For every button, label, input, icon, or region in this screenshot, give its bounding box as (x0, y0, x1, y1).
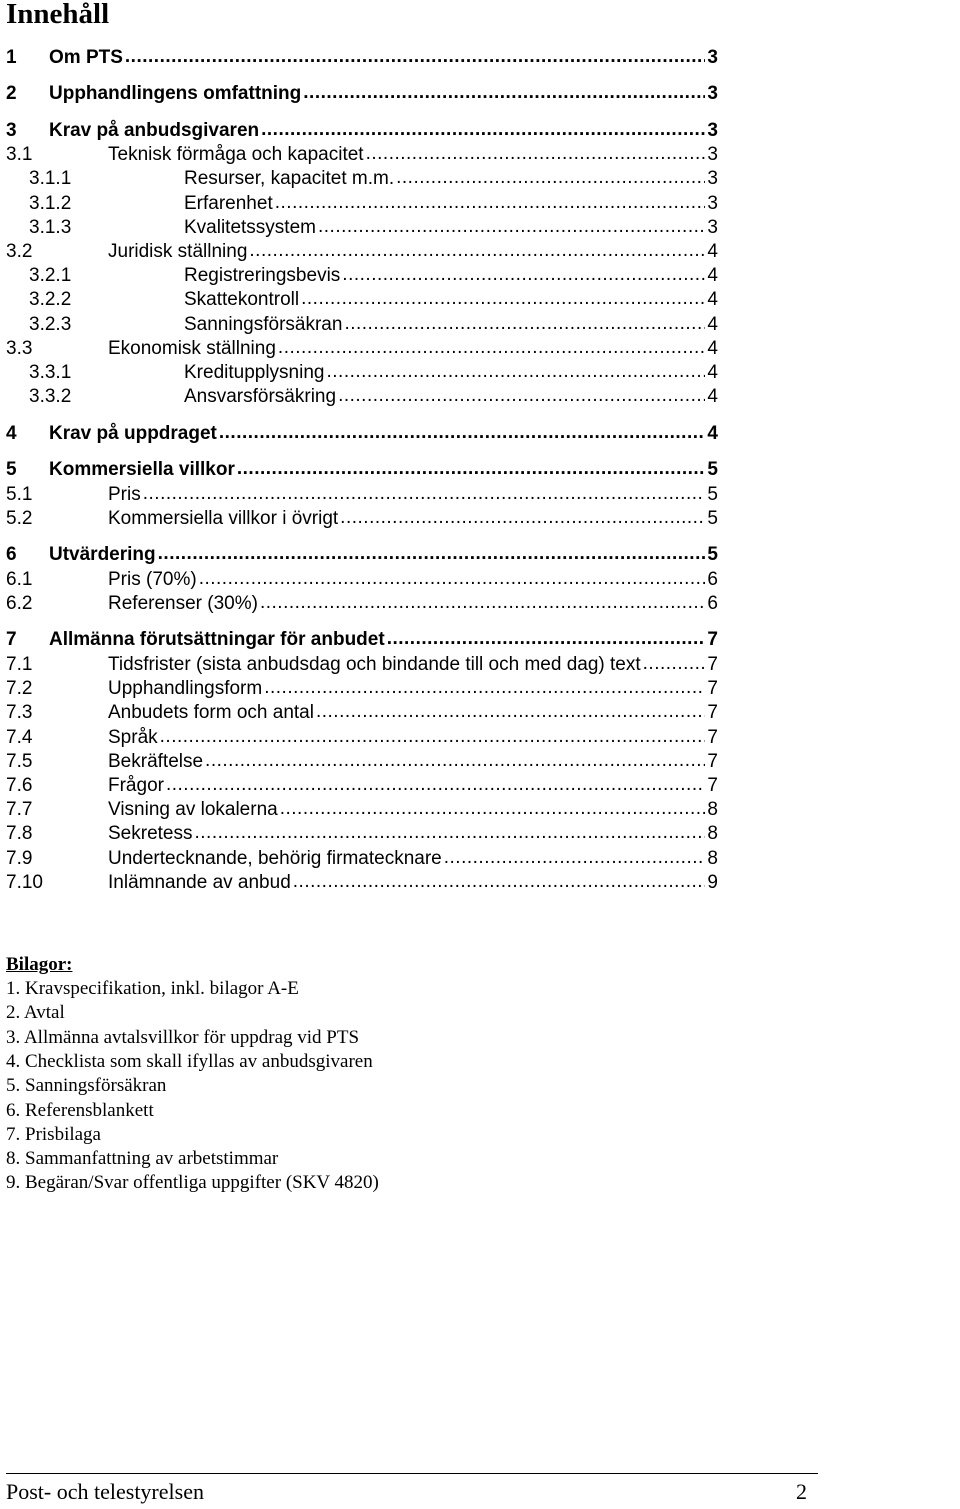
toc-entry-line (108, 240, 718, 264)
attachment-item: 7. Prisbilaga (6, 1123, 101, 1145)
toc-entry[interactable] (6, 798, 718, 822)
toc-dot-leader (261, 118, 705, 140)
toc-entry-title: Kommersiella villkor i övrigt (108, 508, 339, 529)
toc-entry-page: 6 (707, 593, 718, 614)
toc-entry-page: 7 (707, 775, 718, 796)
toc-entry-number: 5 (6, 459, 17, 480)
toc-entry[interactable] (6, 46, 718, 70)
toc-entry-title: Erfarenhet (184, 193, 273, 214)
toc-entry-number: 1 (6, 47, 17, 68)
toc-entry-number: 7.6 (6, 775, 33, 796)
attachment-item: 1. Kravspecifikation, inkl. bilagor A-E (6, 978, 299, 999)
toc-entry-number: 3.2.1 (29, 265, 72, 286)
footer-divider (6, 1473, 818, 1474)
toc-entry-page: 5 (707, 459, 718, 480)
toc-entry-page: 7 (707, 678, 718, 699)
attachment-item: 9. Begäran/Svar offentliga uppgifter (SKV 4820) (6, 1172, 379, 1194)
toc-entry[interactable] (6, 143, 718, 167)
toc-entry-title: Resurser, kapacitet m.m. (184, 168, 395, 189)
toc-dot-leader (205, 749, 705, 771)
toc-dot-leader (293, 870, 706, 892)
toc-entry-page: 3 (707, 193, 718, 214)
toc-entry-number: 3.3.1 (29, 362, 72, 383)
toc-entry-number: 6.1 (6, 569, 33, 590)
toc-entry-line (108, 871, 718, 895)
toc-dot-leader (260, 591, 705, 613)
toc-entry-page: 3 (707, 217, 718, 238)
toc-entry-number: 7.10 (6, 872, 43, 893)
attachments-title: Bilagor: (6, 954, 73, 975)
toc-entry-title: Juridisk ställning (108, 241, 248, 262)
toc-entry-line (108, 483, 718, 507)
toc-entry[interactable] (6, 337, 718, 361)
toc-dot-leader (344, 312, 705, 334)
toc-entry-line (108, 798, 718, 822)
toc-entry[interactable] (6, 871, 718, 895)
toc-entry-title: Språk (108, 727, 158, 748)
toc-entry-title: Registreringsbevis (184, 265, 341, 286)
toc-entry-title: Inlämnande av anbud (108, 872, 291, 893)
toc-entry[interactable] (6, 458, 718, 482)
attachment-item: 3. Allmänna avtalsvillkor för uppdrag vid PTS (6, 1026, 360, 1048)
toc-entry[interactable] (6, 774, 718, 798)
toc-dot-leader (264, 676, 705, 698)
toc-entry[interactable] (6, 483, 718, 507)
toc-dot-leader (237, 457, 706, 479)
toc-entry-number: 7.5 (6, 751, 33, 772)
toc-entry-line (108, 653, 718, 677)
toc-entry-title: Om PTS (49, 47, 123, 68)
toc-entry-title: Skattekontroll (184, 289, 300, 310)
toc-entry[interactable] (6, 677, 718, 701)
toc-entry[interactable] (6, 543, 718, 567)
toc-entry-line (184, 264, 718, 288)
toc-entry-title: Upphandlingsform (108, 678, 263, 699)
toc-entry-line (108, 337, 718, 361)
footer-page-number: 2 (796, 1479, 807, 1504)
toc-entry-number: 3.1 (6, 144, 33, 165)
toc-entry[interactable] (6, 701, 718, 725)
toc-entry-page: 7 (707, 654, 718, 675)
toc-entry-number: 4 (6, 423, 17, 444)
toc-entry-title: Visning av lokalerna (108, 799, 278, 820)
toc-entry-page: 4 (707, 289, 718, 310)
attachment-item: 5. Sanningsförsäkran (6, 1075, 167, 1097)
toc-dot-leader (280, 797, 706, 819)
toc-entry-number: 7.3 (6, 702, 33, 723)
toc-entry-page: 4 (707, 241, 718, 262)
toc-entry-line (184, 288, 718, 312)
toc-dot-leader (316, 700, 705, 722)
toc-entry-page: 9 (707, 872, 718, 893)
attachment-item: 6. Referensblankett (6, 1099, 154, 1121)
toc-entry-line (108, 143, 718, 167)
toc-dot-leader (158, 542, 706, 564)
toc-entry-number: 7.2 (6, 678, 33, 699)
toc-entry-title: Pris (70%) (108, 569, 197, 590)
toc-dot-leader (340, 506, 705, 528)
toc-entry-line (184, 313, 718, 337)
toc-entry-title: Pris (108, 484, 141, 505)
toc-entry-title: Kommersiella villkor (49, 459, 235, 480)
toc-entry-page: 5 (707, 544, 718, 565)
toc-entry[interactable] (6, 507, 718, 531)
toc-entry-number: 6 (6, 544, 17, 565)
toc-entry-page: 3 (707, 144, 718, 165)
toc-entry-title: Anbudets form och antal (108, 702, 314, 723)
toc-dot-leader (194, 821, 705, 843)
toc-entry-title: Teknisk förmåga och kapacitet (108, 144, 364, 165)
toc-entry-title: Krav på anbudsgivaren (49, 120, 260, 141)
toc-entry-line (49, 458, 718, 482)
toc-entry[interactable] (6, 264, 718, 288)
toc-entry-title: Kreditupplysning (184, 362, 325, 383)
toc-entry-number: 3.3 (6, 338, 33, 359)
toc-entry-line (184, 216, 718, 240)
toc-entry-page: 7 (707, 727, 718, 748)
toc-dot-leader (125, 45, 706, 67)
toc-entry-line (49, 82, 718, 106)
toc-entry-line (108, 568, 718, 592)
toc-entry-title: Krav på uppdraget (49, 423, 217, 444)
toc-dot-leader (338, 384, 705, 406)
toc-entry-line (108, 507, 718, 531)
toc-dot-leader (366, 142, 706, 164)
toc-entry-page: 5 (707, 484, 718, 505)
toc-dot-leader (219, 421, 706, 443)
toc-entry-line (108, 677, 718, 701)
toc-entry-number: 3.2 (6, 241, 33, 262)
toc-entry-title: Tidsfrister (sista anbudsdag och bindande till och med dag) text (108, 654, 641, 675)
toc-entry-page: 6 (707, 569, 718, 590)
toc-entry-number: 3.2.3 (29, 314, 72, 335)
toc-entry-page: 4 (707, 314, 718, 335)
toc-entry-number: 3.1.2 (29, 193, 72, 214)
toc-entry-number: 2 (6, 83, 17, 104)
toc-entry[interactable] (6, 750, 718, 774)
toc-entry-number: 3.2.2 (29, 289, 72, 310)
toc-entry-number: 7.4 (6, 727, 33, 748)
toc-entry-number: 7.7 (6, 799, 33, 820)
toc-entry-page: 7 (707, 751, 718, 772)
toc-dot-leader (143, 482, 706, 504)
toc-entry-page: 4 (707, 265, 718, 286)
attachment-item: 4. Checklista som skall ifyllas av anbudsgivaren (6, 1050, 373, 1072)
toc-entry-number: 3.1.3 (29, 217, 72, 238)
toc-entry-page: 3 (707, 168, 718, 189)
toc-entry[interactable] (6, 422, 718, 446)
toc-entry-number: 7.1 (6, 654, 33, 675)
toc-entry-line (108, 822, 718, 846)
toc-entry-line (108, 774, 718, 798)
toc-dot-leader (249, 239, 705, 261)
toc-dot-leader (387, 627, 706, 649)
toc-entry[interactable] (6, 288, 718, 312)
toc-entry-title: Bekräftelse (108, 751, 204, 772)
toc-entry-page: 8 (707, 799, 718, 820)
toc-entry[interactable] (6, 568, 718, 592)
toc-entry-line (184, 167, 718, 191)
toc-entry-number: 7.9 (6, 848, 33, 869)
toc-entry-title: Sanningsförsäkran (184, 314, 343, 335)
toc-entry[interactable] (6, 628, 718, 652)
toc-entry[interactable] (6, 192, 718, 216)
toc-entry[interactable] (6, 847, 718, 871)
toc-entry[interactable] (6, 313, 718, 337)
toc-entry-line (184, 192, 718, 216)
toc-dot-leader (275, 191, 706, 213)
toc-entry-line (108, 592, 718, 616)
toc-entry-page: 5 (707, 508, 718, 529)
toc-entry-number: 5.1 (6, 484, 33, 505)
page-title: Innehåll (6, 0, 110, 30)
toc-entry-line (108, 847, 718, 871)
toc-entry[interactable] (6, 167, 718, 191)
toc-dot-leader (342, 263, 705, 285)
toc-entry[interactable] (6, 385, 718, 409)
toc-entry-title: Undertecknande, behörig firmatecknare (108, 848, 442, 869)
toc-dot-leader (278, 336, 706, 358)
toc-entry-line (184, 361, 718, 385)
toc-entry-page: 7 (707, 629, 718, 650)
toc-entry[interactable] (6, 726, 718, 750)
toc-entry[interactable] (6, 361, 718, 385)
toc-entry-line (108, 701, 718, 725)
toc-dot-leader (643, 652, 706, 674)
toc-entry-title: Utvärdering (49, 544, 156, 565)
toc-dot-leader (199, 567, 706, 589)
toc-entry-page: 4 (707, 423, 718, 444)
toc-entry[interactable] (6, 119, 718, 143)
toc-entry-title: Upphandlingens omfattning (49, 83, 302, 104)
toc-entry[interactable] (6, 82, 718, 106)
toc-entry-page: 8 (707, 823, 718, 844)
toc-dot-leader (318, 215, 705, 237)
toc-dot-leader (303, 81, 705, 103)
toc-entry-page: 3 (707, 83, 718, 104)
toc-entry-page: 4 (707, 338, 718, 359)
toc-entry-title: Sekretess (108, 823, 193, 844)
toc-dot-leader (326, 360, 705, 382)
toc-entry[interactable] (6, 822, 718, 846)
toc-entry-page: 7 (707, 702, 718, 723)
toc-entry-line (49, 628, 718, 652)
toc-entry-title: Allmänna förutsättningar för anbudet (49, 629, 385, 650)
toc-entry[interactable] (6, 240, 718, 264)
toc-entry[interactable] (6, 592, 718, 616)
toc-entry-title: Ansvarsförsäkring (184, 386, 337, 407)
attachment-item: 8. Sammanfattning av arbetstimmar (6, 1148, 279, 1170)
toc-dot-leader (396, 166, 705, 188)
toc-entry-page: 4 (707, 362, 718, 383)
toc-entry-number: 3 (6, 120, 17, 141)
toc-dot-leader (166, 773, 705, 795)
toc-entry-title: Referenser (30%) (108, 593, 258, 614)
toc-entry-line (49, 422, 718, 446)
toc-entry-title: Ekonomisk ställning (108, 338, 276, 359)
toc-entry-number: 5.2 (6, 508, 33, 529)
toc-entry[interactable] (6, 653, 718, 677)
footer-organization: Post- och telestyrelsen (6, 1479, 204, 1504)
toc-entry-title: Kvalitetssystem (184, 217, 316, 238)
toc-dot-leader (444, 846, 706, 868)
attachment-item: 2. Avtal (6, 1002, 65, 1024)
toc-entry-line (108, 726, 718, 750)
toc-entry-number: 7 (6, 629, 17, 650)
toc-entry-number: 7.8 (6, 823, 33, 844)
toc-entry-title: Frågor (108, 775, 164, 796)
toc-dot-leader (160, 725, 706, 747)
toc-entry-page: 3 (707, 47, 718, 68)
toc-entry-line (49, 543, 718, 567)
toc-entry[interactable] (6, 216, 718, 240)
toc-entry-page: 4 (707, 386, 718, 407)
toc-entry-line (108, 750, 718, 774)
toc-entry-page: 3 (707, 120, 718, 141)
toc-entry-page: 8 (707, 848, 718, 869)
toc-entry-line (49, 46, 718, 70)
toc-entry-number: 3.1.1 (29, 168, 72, 189)
toc-entry-number: 3.3.2 (29, 386, 72, 407)
toc-entry-line (49, 119, 718, 143)
toc-dot-leader (301, 287, 705, 309)
toc-entry-line (184, 385, 718, 409)
toc-entry-number: 6.2 (6, 593, 33, 614)
